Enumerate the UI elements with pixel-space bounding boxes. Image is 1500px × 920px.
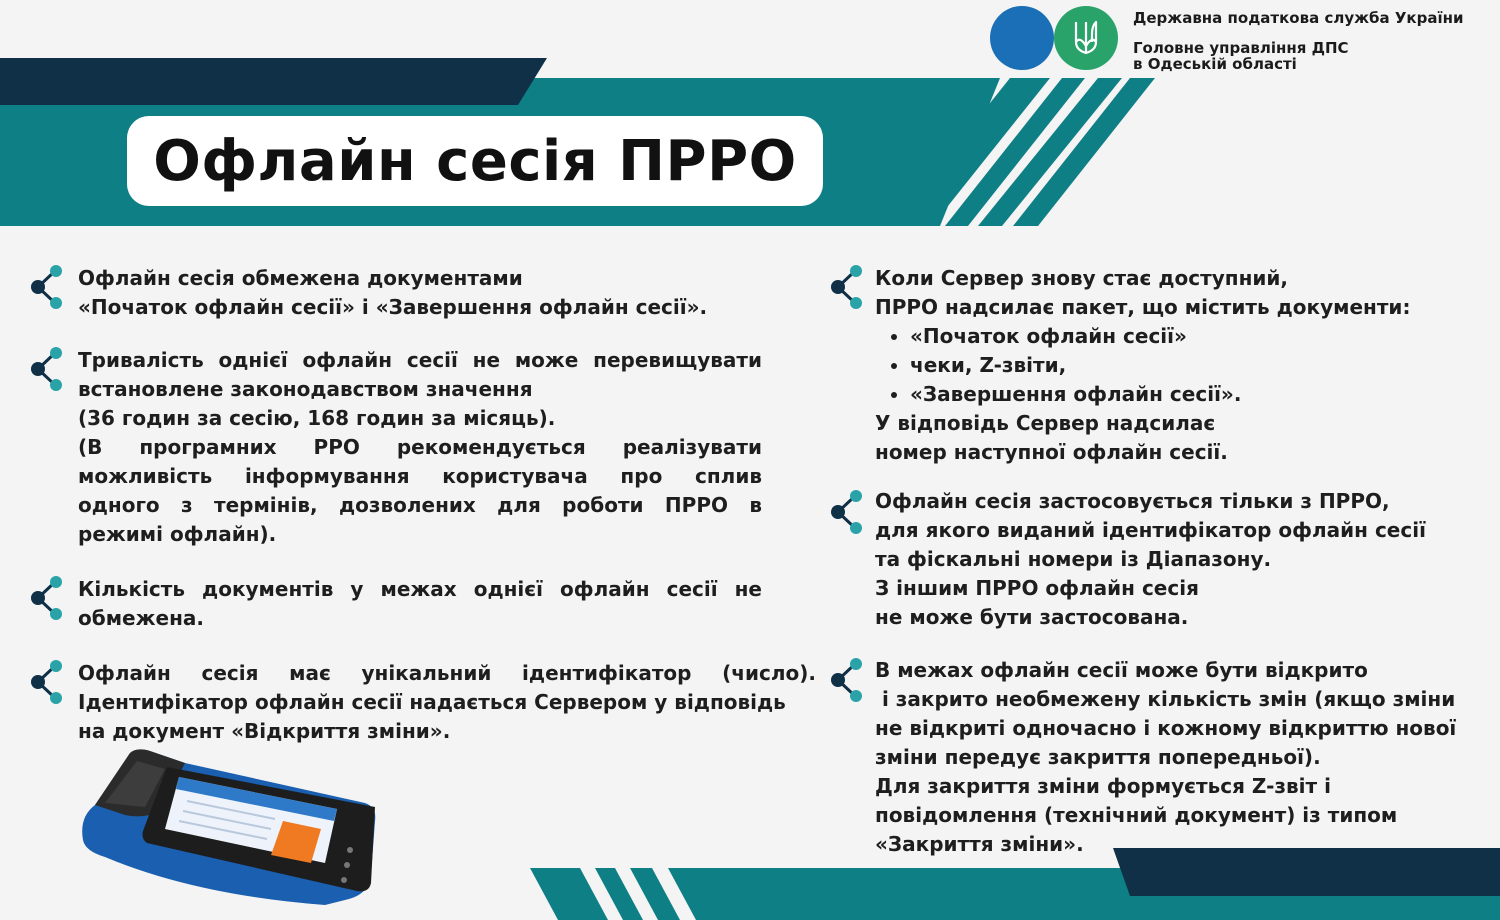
org-unit-line1: Головне управління ДПС — [1133, 39, 1349, 57]
text-line: і закрито необмежену кількість змін (якщо зміни — [875, 687, 1456, 711]
share-icon — [30, 347, 64, 391]
left-block-3 — [78, 575, 762, 633]
text-line: встановлене законодавством значення — [78, 377, 533, 401]
text-line: на документ «Відкриття зміни». — [78, 719, 451, 743]
pos-terminal-icon — [75, 745, 385, 910]
text-line: одного з термінів, дозволених для роботи ПРРО в — [78, 493, 762, 517]
text-line: режимі офлайн). — [78, 522, 277, 546]
left-block-1 — [78, 264, 707, 322]
text-line: можливість інформування користувача про сплив — [78, 464, 762, 488]
emblem-circle — [1054, 6, 1118, 70]
document-list — [875, 322, 1410, 409]
share-icon — [830, 265, 864, 309]
text-line: для якого виданий ідентифікатор офлайн сесії — [875, 518, 1426, 542]
text-line: обмежена. — [78, 606, 204, 630]
text-line: Для закриття зміни формується Z-звіт і — [875, 774, 1331, 798]
share-icon — [30, 660, 64, 704]
right-block-3 — [875, 656, 1456, 859]
text-line: (36 годин за сесію, 168 годин за місяць). — [78, 406, 556, 430]
text-line: Кількість документів у межах однієї офлайн сесії не — [78, 577, 762, 601]
list-item: • «Початок офлайн сесії» — [910, 322, 1410, 351]
text-line: В межах офлайн сесії може бути відкрито — [875, 658, 1368, 682]
share-icon — [830, 658, 864, 702]
list-item: • «Завершення офлайн сесії». — [910, 380, 1410, 409]
title-card — [127, 116, 823, 206]
text-line: «Закриття зміни». — [875, 832, 1084, 856]
right-block-1 — [875, 264, 1410, 467]
text-line: не відкриті одночасно і кожному відкриттю нової — [875, 716, 1457, 740]
footer-stripe — [530, 868, 608, 920]
text-line: Тривалість однієї офлайн сесії не може перевищувати — [78, 348, 762, 372]
org-name: Державна податкова служба України — [1133, 9, 1464, 27]
dps-logo-circle — [990, 6, 1054, 70]
text-line: Офлайн сесія застосовується тільки з ПРРО, — [875, 489, 1390, 513]
org-unit-line2: в Одеській області — [1133, 55, 1297, 73]
text-line: «Початок офлайн сесії» і «Завершення офлайн сесії». — [78, 295, 708, 319]
header-navy-band — [0, 58, 547, 105]
text-line: Офлайн сесія обмежена документами — [78, 266, 523, 290]
text-line: У відповідь Сервер надсилає — [875, 411, 1216, 435]
right-block-2 — [875, 487, 1426, 632]
text-line: (В програмних РРО рекомендується реалізувати — [78, 435, 762, 459]
list-item: • чеки, Z-звіти, — [910, 351, 1410, 380]
share-icon — [830, 490, 864, 534]
share-icon — [30, 576, 64, 620]
text-line: З іншим ПРРО офлайн сесія — [875, 576, 1199, 600]
share-icon — [30, 265, 64, 309]
text-line: та фіскальні номери із Діапазону. — [875, 547, 1272, 571]
text-line: зміни передує закриття попередньої). — [875, 745, 1321, 769]
page-title: Офлайн сесія ПРРО — [153, 128, 797, 194]
trident-icon — [1072, 20, 1100, 56]
text-line: повідомлення (технічний документ) із типом — [875, 803, 1398, 827]
left-block-4 — [78, 659, 816, 746]
text-line: номер наступної офлайн сесії. — [875, 440, 1228, 464]
left-block-2 — [78, 346, 762, 549]
text-line: Офлайн сесія має унікальний ідентифікатор (число). — [78, 661, 816, 685]
text-line: ПРРО надсилає пакет, що містить документи: — [875, 295, 1411, 319]
text-line: Ідентифікатор офлайн сесії надається Сервером у відповідь — [78, 690, 786, 714]
text-line: Коли Сервер знову стає доступний, — [875, 266, 1289, 290]
text-line: не може бути застосована. — [875, 605, 1189, 629]
